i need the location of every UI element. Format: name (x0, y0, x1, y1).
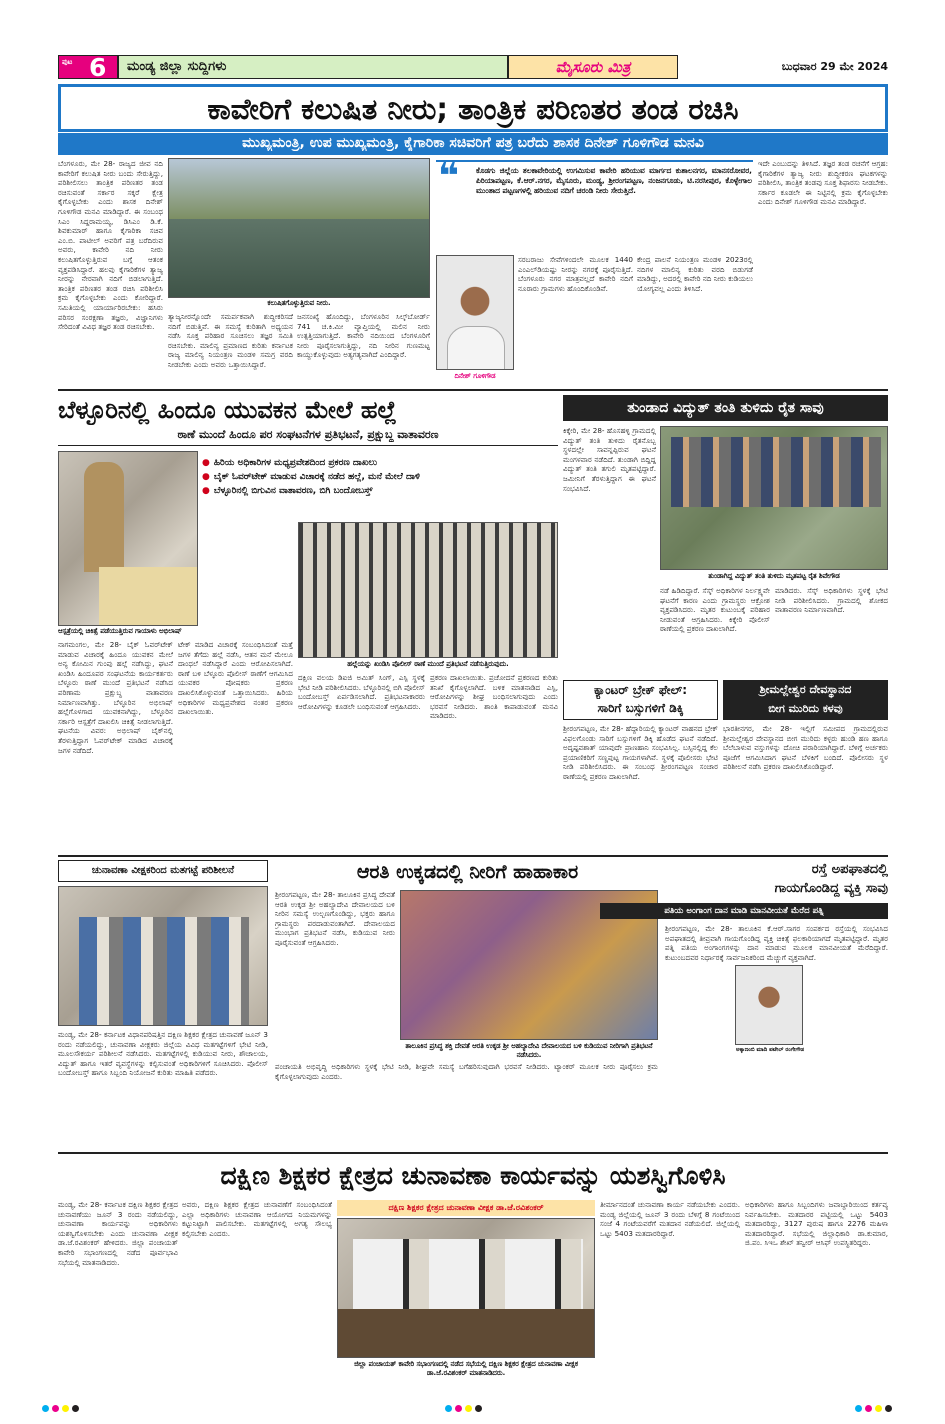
bellur-photo-hospital (58, 451, 198, 626)
registration-dot (52, 1405, 59, 1412)
lead-headline-box (58, 84, 888, 132)
bellur-caption-2: ಹಲ್ಲೆಯನ್ನು ಖಂಡಿಸಿ ಪೊಲೀಸ್ ಠಾಣೆ ಮುಂದೆ ಪ್ರತಿಭಟನೆ ನಡೆಸುತ್ತಿರುವುದು. (347, 660, 509, 668)
divider-mid (58, 855, 888, 857)
farmer-body-1: ಕಿಕ್ಕೇರಿ, ಮೇ 28- ಹೊಸಹಳ್ಳಿ ಗ್ರಾಮದಲ್ಲಿ ವಿದ್ಯುತ್ ತಂತಿ ತುಳಿದು ರೈತನೊಬ್ಬ ಸ್ಥಳದಲ್ಲೇ ಸಾವನ್ನಪ್ಪಿರುವ ಘಟನೆ ಮಂಗಳವಾರ ನಡೆದಿದೆ. ತುಂಡಾಗಿ ಬಿದ್ದಿದ್ದ ವಿದ್ಯುತ್ ತಂತಿ ತಗುಲಿ ಮೃತಪಟ್ಟಿದ್ದಾರೆ. ಜಮೀನಿಗೆ ತೆರಳುತ್ತಿದ್ದಾಗ ಈ ಘಟನೆ ಸಂಭವಿಸಿದೆ. (563, 426, 656, 493)
temple-headline-box (723, 680, 888, 720)
temple-headline-2: ಬೀಗ ಮುರಿದು ಕಳವು (768, 702, 843, 715)
lead-body-col4: ಸರಬರಾಜು ಸೇವೆಗಳಿಂದಲೇ ಮೂಲಕ 1440 ಎಂಎಲ್‌ಡಿಯಷ್ಟು ನೀರನ್ನು ನಗರಕ್ಕೆ ಪೂರೈಸುತ್ತಿದೆ. ಬೆಂಗಳೂರು ನಗರ ಮಾತ್ರವಲ್ಲದೆ ಕಾವೇರಿ ನದಿಗೆ ನೂರಾರು ಗ್ರಾಮಗಳು ಹೊಂದಿಕೊಂಡಿವೆ. (518, 255, 633, 293)
registration-dot (455, 1405, 462, 1412)
registration-dots-center (445, 1405, 482, 1412)
south-teachers-strap-bar (337, 1200, 595, 1216)
registration-dot (72, 1405, 79, 1412)
bellur-body-4: ಪ್ರಕರಣ ದಾಖಲಾಯಿತು. ಪ್ರಚೋದನೆ ಪ್ರಕರಣದ ಕುರಿತು ತನಿಖೆ ಕೈಗೊಳ್ಳಲಾಗಿದೆ. ಬಳಿಕ ಮಾತನಾಡಿದ ಎಸ್ಪಿ, ಆರೋಪಿಗಳನ್ನು ಶೀಘ್ರ ಬಂಧಿಸಲಾಗುವುದು ಎಂದು ಭರವಸೆ ನೀಡಿದರು. ಶಾಂತಿ ಕಾಪಾಡುವಂತೆ ಮನವಿ ಮಾಡಿದರು. (430, 673, 558, 721)
temple-headline-1: ಶ್ರೀಮಲ್ಲೇಶ್ವರ ದೇವಸ್ಥಾನದ (759, 683, 852, 696)
masthead: ಮೈಸೂರು ಮಿತ್ರ (555, 58, 631, 76)
page-number: 6 (89, 53, 107, 82)
registration-dot (42, 1405, 49, 1412)
south-teachers-body-3: ತೀರ್ಮಾನದಂತೆ ಚುನಾವಣಾ ಕಾರ್ಯ ನಡೆಯಬೇಕು ಎಂದರು. ಮಂಡ್ಯ ಜಿಲ್ಲೆಯಲ್ಲಿ ಜೂನ್ 3 ರಂದು ಬೆಳಿಗ್ಗೆ 8 ಗಂಟೆಯಿಂದ ಸಂಜೆ 4 ಗಂಟೆಯವರೆಗೆ ಮತದಾನ ನಡೆಯಲಿದೆ. ಜಿಲ್ಲೆಯಲ್ಲಿ ಒಟ್ಟು 5403 ಮತದಾರರಿದ್ದಾರೆ. (600, 1200, 740, 1238)
quote-mark-icon: ❝ (438, 156, 460, 197)
registration-dot (445, 1405, 452, 1412)
lead-subhead: ಮುಖ್ಯಮಂತ್ರಿ, ಉಪ ಮುಖ್ಯಮಂತ್ರಿ, ಕೈಗಾರಿಕಾ ಸಚಿವರಿಗೆ ಪತ್ರ ಬರೆದು ಶಾಸಕ ದಿನೇಶ್ ಗೂಳಿಗೌಡ ಮನವಿ (242, 135, 704, 151)
farmer-body-2: ನಡೆ ಹಿಡಿದಿದ್ದಾರೆ. ಸೆಸ್ಕ್ ಅಧಿಕಾರಿಗಳ ನಿರ್ಲಕ್ಷ್ಯವೇ ಘಟನೆಗೆ ಕಾರಣ ಎಂದು ಗ್ರಾಮಸ್ಥರು ಆಕ್ರೋಶ ವ್ಯಕ್ತಪಡಿಸಿದರು. ಮೃತರ ಕುಟುಂಬಕ್ಕೆ ಪರಿಹಾರ ನೀಡುವಂತೆ ಆಗ್ರಹಿಸಿದರು. ಕಿಕ್ಕೇರಿ ಪೊಲೀಸ್ ಠಾಣೆಯಲ್ಲಿ ಪ್ರಕರಣ ದಾಖಲಾಗಿದೆ. (660, 586, 770, 634)
accident-headline-box (665, 860, 888, 900)
registration-dot (62, 1405, 69, 1412)
bellur-bullet-2-text: ಬೈಕ್ ಓವರ್‌ಟೇಕ್ ಮಾಡುವ ವಿಚಾರಕ್ಕೆ ನಡೆದ ಹಲ್ಲೆ, ಮನೆ ಮೇಲೆ ದಾಳಿ (213, 472, 420, 482)
south-teachers-photo (337, 1218, 595, 1358)
bellur-subhead-box (58, 428, 558, 446)
lead-headline: ಕಾವೇರಿಗೆ ಕಲುಷಿತ ನೀರು; ತಾಂತ್ರಿಕ ಪರಿಣತರ ತಂಡ ರಚಿಸಿ (207, 92, 739, 126)
farmer-body-3: ಮಾಡಿದರು. ಸೆಸ್ಕ್ ಅಧಿಕಾರಿಗಳು ಸ್ಥಳಕ್ಕೆ ಭೇಟಿ ನೀಡಿ ಪರಿಶೀಲಿಸಿದರು. ಗ್ರಾಮದಲ್ಲಿ ಶೋಕದ ವಾತಾವರಣ ನಿರ್ಮಾಣವಾಗಿದೆ. (775, 586, 888, 615)
south-teachers-headline: ದಕ್ಷಿಣ ಶಿಕ್ಷಕರ ಕ್ಷೇತ್ರದ ಚುನಾವಣಾ ಕಾರ್ಯವನ್ನು ಯಶಸ್ವಿಗೊಳಿಸಿ (220, 1161, 726, 1190)
accident-strap-bar (600, 903, 888, 919)
divider-lower (58, 1152, 888, 1154)
bullet-dot-icon: ● (202, 486, 210, 496)
accident-body: ಶ್ರೀರಂಗಪಟ್ಟಣ, ಮೇ 28- ತಾಲೂಕಿನ ಕೆ.ಆರ್.ಸಾಗರ ಸಂಪರ್ಕದ ರಸ್ತೆಯಲ್ಲಿ ಸಂಭವಿಸಿದ ಅಪಘಾತದಲ್ಲಿ ತೀವ್ರವಾಗಿ ಗಾಯಗೊಂಡಿದ್ದ ವ್ಯಕ್ತಿ ಚಿಕಿತ್ಸೆ ಫಲಕಾರಿಯಾಗದೆ ಮೃತಪಟ್ಟಿದ್ದಾರೆ. ಮೃತರ ಪತ್ನಿ ಪತಿಯ ಅಂಗಾಂಗಗಳನ್ನು ದಾನ ಮಾಡುವ ಮೂಲಕ ಮಾನವೀಯತೆ ಮೆರೆದಿದ್ದಾರೆ. ಕುಟುಂಬದವರ ನಿರ್ಧಾರಕ್ಕೆ ಸಾರ್ವಜನಿಕರಿಂದ ಮೆಚ್ಚುಗೆ ವ್ಯಕ್ತವಾಗಿದೆ. (665, 924, 888, 962)
registration-dot (465, 1405, 472, 1412)
bellur-bullet-3 (202, 486, 557, 496)
registration-dots-left (42, 1405, 79, 1412)
canter-body: ಶ್ರೀರಂಗಪಟ್ಟಣ, ಮೇ 28- ಹೆದ್ದಾರಿಯಲ್ಲಿ ಕ್ಯಾಂಟರ್ ವಾಹನದ ಬ್ರೇಕ್ ವಿಫಲಗೊಂಡು ಸಾರಿಗೆ ಬಸ್ಸುಗಳಿಗೆ ಡಿಕ್ಕಿ ಹೊಡೆದ ಘಟನೆ ನಡೆದಿದೆ. ಅದೃಷ್ಟವಶಾತ್ ಯಾವುದೇ ಪ್ರಾಣಹಾನಿ ಸಂಭವಿಸಿಲ್ಲ. ಬಸ್ಸಿನಲ್ಲಿದ್ದ ಕೆಲ ಪ್ರಯಾಣಿಕರಿಗೆ ಸಣ್ಣಪುಟ್ಟ ಗಾಯಗಳಾಗಿವೆ. ಸ್ಥಳಕ್ಕೆ ಪೊಲೀಸರು ಭೇಟಿ ನೀಡಿ ಪರಿಶೀಲಿಸಿದರು. ಈ ಸಂಬಂಧ ಶ್ರೀರಂಗಪಟ್ಟಣ ಸಂಚಾರ ಠಾಣೆಯಲ್ಲಿ ಪ್ರಕರಣ ದಾಖಲಾಗಿದೆ. (563, 724, 718, 781)
bellur-body-2: ಟೇಕ್ ಮಾಡಿದ ವಿಚಾರಕ್ಕೆ ಸಂಬಂಧಿಸಿದಂತೆ ಮತ್ತೆ ಜಗಳ ತೆಗೆದು ಹಲ್ಲೆ ನಡೆಸಿ, ಆತನ ಮನೆ ಮೇಲೂ ದಾಂಧಲೆ ನಡೆಸಿದ್ದಾರೆ ಎಂದು ಆರೋಪಿಸಲಾಗಿದೆ. ಠಾಣೆ ಬಳಿ ಬೆಳ್ಳೂರು ಪೊಲೀಸ್ ಠಾಣೆಗೆ ಆಗಮಿಸಿದ ಯುವಕರ ಪೋಷಕರು ಪ್ರಕರಣ ದಾಖಲಿಸಿಕೊಳ್ಳುವಂತೆ ಒತ್ತಾಯಿಸಿದರು. ಹಿರಿಯ ಅಧಿಕಾರಿಗಳ ಮಧ್ಯಪ್ರವೇಶದ ನಂತರ ಪ್ರಕರಣ ದಾಖಲಾಯಿತು. (178, 640, 293, 717)
issue-date: ಬುಧವಾರ 29 ಮೇ 2024 (781, 60, 888, 73)
bellur-body-1: ನಾಗಮಂಗಲ, ಮೇ 28- ಬೈಕ್ ಓವರ್‌ಟೇಕ್ ಮಾಡುವ ವಿಚಾರಕ್ಕೆ ಹಿಂದೂ ಯುವಕನ ಮೇಲೆ ಅನ್ಯ ಕೋಮಿನ ಗುಂಪು ಹಲ್ಲೆ ನಡೆಸಿದ್ದು, ಘಟನೆ ಖಂಡಿಸಿ ಹಿಂದೂಪರ ಸಂಘಟನೆಯ ಕಾರ್ಯಕರ್ತರು ಬೆಳ್ಳೂರು ಠಾಣೆ ಮುಂದೆ ಪ್ರತಿಭಟನೆ ನಡೆಸಿದ ಪರಿಣಾಮ ಪ್ರಕ್ಷುಬ್ಧ ವಾತಾವರಣ ನಿರ್ಮಾಣವಾಗಿತ್ತು. ಬೆಳ್ಳೂರಿನ ಅಭಿಲಾಷ್ ಹಲ್ಲೆಗೊಳಗಾದ ಯುವಕನಾಗಿದ್ದು, ಬೆಳ್ಳೂರಿನ ಸರ್ಕಾರಿ ಆಸ್ಪತ್ರೆಗೆ ದಾಖಲಿಸಿ ಚಿಕಿತ್ಸೆ ನೀಡಲಾಗುತ್ತಿದೆ. ಘಟನೆಯ ವಿವರ: ಅಭಿಲಾಷ್ ಬೈಕ್‌ನಲ್ಲಿ ತೆರಳುತ್ತಿದ್ದಾಗ ಓವರ್‌ಟೇಕ್ ಮಾಡಿದ ವಿಚಾರಕ್ಕೆ ಜಗಳ ನಡೆದಿದೆ. (58, 640, 173, 755)
south-teachers-body-4: ಅಧಿಕಾರಿಗಳು ಹಾಗೂ ಸಿಬ್ಬಂದಿಗಳು ಜವಾಬ್ದಾರಿಯಿಂದ ಕರ್ತವ್ಯ ನಿರ್ವಹಿಸಬೇಕು. ಮತದಾರರ ಪಟ್ಟಿಯಲ್ಲಿ ಒಟ್ಟು 5403 ಮತದಾರರಿದ್ದು, 3127 ಪುರುಷ ಹಾಗೂ 2276 ಮಹಿಳಾ ಮತದಾರರಿದ್ದಾರೆ. ಸಭೆಯಲ್ಲಿ ಜಿಲ್ಲಾಧಿಕಾರಿ ಡಾ.ಕುಮಾರ, ಜಿ.ಪಂ. ಸಿಇಒ ಶೇಖ್ ತನ್ವೀರ್ ಆಸಿಫ್ ಉಪಸ್ಥಿತರಿದ್ದರು. (745, 1200, 888, 1248)
police-officer (84, 462, 124, 572)
election-check-headline-box (58, 860, 268, 882)
farmer-headline: ತುಂಡಾದ ವಿದ್ಯುತ್ ತಂತಿ ತುಳಿದು ರೈತ ಸಾವು (627, 400, 824, 416)
bullet-dot-icon: ● (202, 472, 210, 482)
registration-dot (855, 1405, 862, 1412)
registration-dot (475, 1405, 482, 1412)
meeting-officials (353, 1239, 583, 1309)
masthead-box (508, 55, 678, 79)
bellur-bullet-1 (202, 458, 557, 468)
lead-body-col3: ಜನಸಂಖ್ಯೆ ಹೊಂದಿದ್ದು, ಬೆಂಗಳೂರಿನ ಸಿಲ್ಕ್‌ಬೋರ್ಡ್ 741 ಚ.ಕಿ.ಮೀ ವ್ಯಾಪ್ತಿಯಲ್ಲಿ ಮಲಿನ ನೀರು ಉತ್ಪತ್ತಿಯಾಗುತ್ತಿದೆ. ಕಾವೇರಿ ನದಿಯಿಂದ ಬೆಂಗಳೂರಿಗೆ ನೀರು ಪೂರೈಸಲಾಗುತ್ತಿದ್ದು, ನದಿ ನೀರಿನ ಗುಣಮಟ್ಟ ಕಾಯ್ದುಕೊಳ್ಳುವುದು ಅತ್ಯಗತ್ಯವಾಗಿದೆ ಎಂದಿದ್ದಾರೆ. (297, 312, 430, 360)
temple-body: ಭಾರತೀನಗರ, ಮೇ 28- ಇಲ್ಲಿಗೆ ಸಮೀಪದ ಗ್ರಾಮದಲ್ಲಿರುವ ಶ್ರೀಮಲ್ಲೇಶ್ವರ ದೇವಸ್ಥಾನದ ಬೀಗ ಮುರಿದು ಕಳ್ಳರು ಹುಂಡಿ ಹಣ ಹಾಗೂ ಬೆಲೆಬಾಳುವ ವಸ್ತುಗಳನ್ನು ದೋಚಿ ಪರಾರಿಯಾಗಿದ್ದಾರೆ. ಬೆಳಿಗ್ಗೆ ಅರ್ಚಕರು ಪೂಜೆಗೆ ಆಗಮಿಸಿದಾಗ ಘಟನೆ ಬೆಳಕಿಗೆ ಬಂದಿದೆ. ಪೊಲೀಸರು ಸ್ಥಳ ಪರಿಶೀಲನೆ ನಡೆಸಿ ಪ್ರಕರಣ ದಾಖಲಿಸಿಕೊಂಡಿದ್ದಾರೆ. (723, 724, 888, 772)
registration-dots-right (855, 1405, 892, 1412)
south-teachers-body-1: ಮಂಡ್ಯ, ಮೇ 28- ಕರ್ನಾಟಕ ದಕ್ಷಿಣ ಶಿಕ್ಷಕರ ಕ್ಷೇತ್ರದ ಚುನಾವಣೆಯು ಜೂನ್ 3 ರಂದು ನಡೆಯಲಿದ್ದು, ಚುನಾವಣಾ ಕಾರ್ಯವನ್ನು ಅಧಿಕಾರಿಗಳು ಯಶಸ್ವಿಗೊಳಿಸಬೇಕು ಎಂದು ಚುನಾವಣಾ ವೀಕ್ಷಕ ಡಾ.ಜೆ.ರವಿಶಂಕರ್ ಹೇಳಿದರು. ಜಿಲ್ಲಾ ಪಂಚಾಯತ್ ಕಾವೇರಿ ಸಭಾಂಗಣದಲ್ಲಿ ನಡೆದ ಪೂರ್ವಭಾವಿ ಸಭೆಯಲ್ಲಿ ಮಾತನಾಡಿದರು. (58, 1200, 178, 1267)
south-teachers-body-2: ಅವರು, ದಕ್ಷಿಣ ಶಿಕ್ಷಕರ ಕ್ಷೇತ್ರದ ಚುನಾವಣೆಗೆ ಸಂಬಂಧಿಸಿದಂತೆ ಎಲ್ಲಾ ಅಧಿಕಾರಿಗಳು ಚುನಾವಣಾ ಆಯೋಗದ ನಿಯಮಗಳನ್ನು ಕಟ್ಟುನಿಟ್ಟಾಗಿ ಪಾಲಿಸಬೇಕು. ಮತಗಟ್ಟೆಗಳಲ್ಲಿ ಅಗತ್ಯ ಸೌಲಭ್ಯ ಕಲ್ಪಿಸಬೇಕು ಎಂದರು. (182, 1200, 332, 1238)
south-teachers-strap: ದಕ್ಷಿಣ ಶಿಕ್ಷಕರ ಕ್ಷೇತ್ರದ ಚುನಾವಣಾ ವೀಕ್ಷಕ ಡಾ.ಜೆ.ರವಿಶಂಕರ್ (388, 1203, 544, 1212)
bellur-bullet-2 (202, 472, 557, 482)
section-tab (118, 55, 508, 79)
lead-body-col5: ಕೇಂದ್ರ ಪಾಲನೆ ನಿಯಂತ್ರಣ ಮಂಡಳಿ 2023ರಲ್ಲಿ ನದಿಗಳ ಮಾಲಿನ್ಯ ಕುರಿತು ವರದಿ ಬಿಡುಗಡೆ ಮಾಡಿದ್ದು, ಅದರಲ್ಲಿ ಕಾವೇರಿ ನದಿ ನೀರು ಕುಡಿಯಲು ಯೋಗ್ಯವಲ್ಲ ಎಂದು ತಿಳಿಸಿದೆ. (637, 255, 753, 293)
bellur-bullet-1-text: ಹಿರಿಯ ಅಧಿಕಾರಿಗಳ ಮಧ್ಯಪ್ರವೇಶದಿಂದ ಪ್ರಕರಣ ದಾಖಲು (213, 458, 378, 468)
accident-headline-2: ಗಾಯಗೊಂಡಿದ್ದ ವ್ಯಕ್ತಿ ಸಾವು (774, 881, 888, 896)
registration-dot (885, 1405, 892, 1412)
lead-body-col1: ಬೆಂಗಳೂರು, ಮೇ 28- ರಾಜ್ಯದ ಜೀವ ನದಿ ಕಾವೇರಿಗೆ ಕಲುಷಿತ ನೀರು ಬಂದು ಸೇರುತ್ತಿದ್ದು, ಪರಿಶೀಲಿಸಲು ತಾಂತ್ರಿಕ ಪರಿಣತರ ತಂಡ ರಚಿಸುವಂತೆ ಸರ್ಕಾರ ಸಕ್ಕರೆ ಕ್ಷೇತ್ರ ಕೈಗೊಳ್ಳಬೇಕು ಎಂದು ಶಾಸಕ ದಿನೇಶ್ ಗೂಳಿಗೌಡ ಮನವಿ ಮಾಡಿದ್ದಾರೆ. ಈ ಸಂಬಂಧ ಸಿಎಂ ಸಿದ್ದರಾಮಯ್ಯ, ಡಿಸಿಎಂ ಡಿ.ಕೆ. ಶಿವಕುಮಾರ್ ಹಾಗೂ ಕೈಗಾರಿಕಾ ಸಚಿವ ಎಂ.ಬಿ. ಪಾಟೀಲ್ ಅವರಿಗೆ ಪತ್ರ ಬರೆದಿರುವ ಅವರು, ಕಾವೇರಿ ನದಿ ನೀರು ಕಲುಷಿತಗೊಳ್ಳುತ್ತಿರುವ ಬಗ್ಗೆ ಆತಂಕ ವ್ಯಕ್ತಪಡಿಸಿದ್ದಾರೆ. ಹಲವು ಕೈಗಾರಿಕೆಗಳ ತ್ಯಾಜ್ಯ ನೀರನ್ನು ನೇರವಾಗಿ ನದಿಗೆ ಬಿಡಲಾಗುತ್ತಿದೆ. ತಾಂತ್ರಿಕ ಪರಿಣತರ ತಂಡ ರಚಿಸಿ ಪರಿಶೀಲಿಸಿ ಕ್ರಮ ಕೈಗೊಳ್ಳಬೇಕು ಎಂದು ಕೋರಿದ್ದಾರೆ. ಸಮಿತಿಯಲ್ಲಿ ಯಾರ್ಯಾರಿರಬೇಕು: ಹಸಿರು ಪರಿಸರ ಸಂರಕ್ಷಣಾ ತಜ್ಞರು, ವಿಜ್ಞಾನಿಗಳು ಸೇರಿದಂತೆ ವಿವಿಧ ತಜ್ಞರ ತಂಡ ರಚಿಸಬೇಕು. (58, 159, 163, 332)
registration-dot (875, 1405, 882, 1412)
election-check-headline: ಚುನಾವಣಾ ವೀಕ್ಷಕರಿಂದ ಮತಗಟ್ಟೆ ಪರಿಶೀಲನೆ (91, 865, 235, 876)
bellur-subhead: ಠಾಣೆ ಮುಂದೆ ಹಿಂದೂ ಪರ ಸಂಘಟನೆಗಳ ಪ್ರತಿಭಟನೆ, ಪ್ರಕ್ಷುಬ್ಧ ವಾತಾವರಣ (177, 428, 439, 441)
farmer-headline-bar (563, 395, 888, 421)
lead-quote-box (436, 156, 753, 250)
lead-photo-portrait (436, 255, 514, 370)
election-check-body: ಮಂಡ್ಯ, ಮೇ 28- ಕರ್ನಾಟಕ ವಿಧಾನಪರಿಷತ್ತಿನ ದಕ್ಷಿಣ ಶಿಕ್ಷಕರ ಕ್ಷೇತ್ರದ ಚುನಾವಣೆ ಜೂನ್ 3 ರಂದು ನಡೆಯಲಿದ್ದು, ಚುನಾವಣಾ ವೀಕ್ಷಕರು ಜಿಲ್ಲೆಯ ವಿವಿಧ ಮತಗಟ್ಟೆಗಳಿಗೆ ಭೇಟಿ ನೀಡಿ, ಮೂಲಸೌಕರ್ಯ ಪರಿಶೀಲನೆ ನಡೆಸಿದರು. ಮತಗಟ್ಟೆಗಳಲ್ಲಿ ಕುಡಿಯುವ ನೀರು, ಶೌಚಾಲಯ, ವಿದ್ಯುತ್ ಹಾಗೂ ಇತರೆ ವ್ಯವಸ್ಥೆಗಳನ್ನು ಕಲ್ಪಿಸುವಂತೆ ಅಧಿಕಾರಿಗಳಿಗೆ ಸೂಚಿಸಿದರು. ಪೊಲೀಸ್ ಬಂದೋಬಸ್ತ್ ಹಾಗೂ ಸಿಬ್ಬಂದಿ ನಿಯೋಜನೆ ಕುರಿತು ಮಾಹಿತಿ ಪಡೆದರು. (58, 1030, 268, 1078)
bellur-bullet-3-text: ಬೆಳ್ಳೂರಿನಲ್ಲಿ ಬಿಗುವಿನ ವಾತಾವರಣ, ಬಿಗಿ ಬಂದೋಬಸ್ತ್ (213, 486, 373, 496)
page-label: ಪುಟ (62, 58, 73, 66)
lead-subhead-bar (58, 133, 888, 155)
lead-body-col2: ತ್ಯಾಜ್ಯನೀರನ್ನೊಂದೇ ಸಮರ್ಪಕವಾಗಿ ಶುದ್ಧೀಕರಿಸದೆ ನದಿಗೆ ಬಿಡುತ್ತಿವೆ. ಈ ಸಮಸ್ಯೆ ಕುರಿತಾಗಿ ಅಧ್ಯಯನ ನಡೆಸಿ ಸೂಕ್ತ ಪರಿಹಾರ ಸೂಚಿಸಲು ತಜ್ಞರ ಸಮಿತಿ ರಚಿಸಬೇಕು. ಮಾಲಿನ್ಯ ಪ್ರಮಾಣದ ಕುರಿತು ಕರ್ನಾಟಕ ರಾಜ್ಯ ಮಾಲಿನ್ಯ ನಿಯಂತ್ರಣ ಮಂಡಳಿ ಸಮಗ್ರ ವರದಿ ನೀಡಬೇಕು ಎಂದು ಅವರು ಒತ್ತಾಯಿಸಿದ್ದಾರೆ. (168, 312, 293, 369)
arathi-body-2: ಪಂಚಾಯತಿ ಅಭಿವೃದ್ಧಿ ಅಧಿಕಾರಿಗಳು ಸ್ಥಳಕ್ಕೆ ಭೇಟಿ ನೀಡಿ, ಶೀಘ್ರವೇ ಸಮಸ್ಯೆ ಬಗೆಹರಿಸುವುದಾಗಿ ಭರವಸೆ ನೀಡಿದರು. ಟ್ಯಾಂಕರ್ ಮೂಲಕ ನೀರು ಪೂರೈಸಲು ಕ್ರಮ ಕೈಗೊಳ್ಳಲಾಗುವುದು ಎಂದರು. (275, 1062, 658, 1081)
divider-lead (58, 389, 888, 391)
river-bank (169, 159, 430, 219)
accident-strap: ಪತಿಯ ಅಂಗಾಂಗ ದಾನ ಮಾಡಿ ಮಾನವೀಯತೆ ಮೆರೆದ ಪತ್ನಿ (664, 906, 824, 916)
bellur-body-3: ದಕ್ಷಿಣ ವಲಯ ಡಿಐಜಿ ಅಮಿತ್ ಸಿಂಗ್, ಎಸ್ಪಿ ಸ್ಥಳಕ್ಕೆ ಭೇಟಿ ನೀಡಿ ಪರಿಶೀಲಿಸಿದರು. ಬೆಳ್ಳೂರಿನಲ್ಲಿ ಬಿಗಿ ಪೊಲೀಸ್ ಬಂದೋಬಸ್ತ್ ಏರ್ಪಡಿಸಲಾಗಿದೆ. ಪ್ರತಿಭಟನಾಕಾರರು ಆರೋಪಿಗಳನ್ನು ಕೂಡಲೇ ಬಂಧಿಸುವಂತೆ ಆಗ್ರಹಿಸಿದರು. (298, 673, 425, 711)
officials-group (79, 917, 249, 1026)
meeting-table (338, 1309, 595, 1358)
portrait-shirt (447, 326, 505, 370)
bellur-caption-1: ಆಸ್ಪತ್ರೆಯಲ್ಲಿ ಚಿಕಿತ್ಸೆ ಪಡೆಯುತ್ತಿರುವ ಗಾಯಾಳು ಅಭಿಲಾಷ್ (58, 627, 182, 635)
canter-headline-box (563, 680, 718, 720)
accident-photo-name: ಅಕ್ಕಾಣಂಬಿ ಮಾದಿ ಪಟೇಲ್ ರಂಗೇಗೌಡ (736, 1047, 804, 1053)
hospital-bed (99, 567, 198, 626)
canter-headline-1: ಕ್ಯಾಂಟರ್ ಬ್ರೇಕ್ ಫೇಲ್: (593, 683, 688, 697)
bellur-headline: ಬೆಳ್ಳೂರಿನಲ್ಲಿ ಹಿಂದೂ ಯುವಕನ ಮೇಲೆ ಹಲ್ಲೆ (58, 396, 397, 424)
south-teachers-caption: ಜಿಲ್ಲಾ ಪಂಚಾಯತ್ ಕಾವೇರಿ ಸಭಾಂಗಣದಲ್ಲಿ ನಡೆದ ಸಭೆಯಲ್ಲಿ ದಕ್ಷಿಣ ಶಿಕ್ಷಕರ ಕ್ಷೇತ್ರದ ಚುನಾವಣಾ ವೀಕ್ಷಕ ಡಾ.ಜೆ.ರವಿಶಂಕರ್ ಮಾತನಾಡಿದರು. (354, 1360, 578, 1377)
farmer-photo (660, 426, 888, 570)
arathi-caption: ತಾಲೂಕಿನ ಪ್ರಸಿದ್ಧ ಶಕ್ತಿ ದೇವತೆ ಆರತಿ ಉಕ್ಕಡ ಶ್ರೀ ಅಹಲ್ಯಾದೇವಿ ದೇವಾಲಯದ ಬಳಿ ಕುಡಿಯುವ ನೀರಿಗಾಗಿ ಪ್ರತಿಭಟನೆ ನಡೆಸಿದರು. (405, 1042, 653, 1059)
lead-photo-river (168, 158, 430, 298)
page-badge (58, 53, 118, 82)
arathi-headline: ಆರತಿ ಉಕ್ಕಡದಲ್ಲಿ ನೀರಿಗೆ ಹಾಹಾಕಾರ (356, 861, 579, 883)
arathi-body-1: ಶ್ರೀರಂಗಪಟ್ಟಣ, ಮೇ 28- ತಾಲೂಕಿನ ಪ್ರಸಿದ್ಧ ದೇವತೆ ಆರತಿ ಉಕ್ಕಡ ಶ್ರೀ ಅಹಲ್ಯಾದೇವಿ ದೇವಾಲಯದ ಬಳಿ ನೀರಿನ ಸಮಸ್ಯೆ ಉಲ್ಬಣಗೊಂಡಿದ್ದು, ಭಕ್ತರು ಹಾಗೂ ಗ್ರಾಮಸ್ಥರು ಪರದಾಡುವಂತಾಗಿದೆ. ದೇವಾಲಯದ ಮುಂಭಾಗ ಪ್ರತಿಭಟನೆ ನಡೆಸಿ, ಕುಡಿಯುವ ನೀರು ಪೂರೈಸುವಂತೆ ಆಗ್ರಹಿಸಿದರು. (275, 890, 395, 947)
bellur-bullets (202, 458, 557, 520)
header-bar (58, 53, 888, 82)
bullet-dot-icon: ● (202, 458, 210, 468)
crowd-people (671, 437, 881, 507)
registration-dot (865, 1405, 872, 1412)
canter-headline-2: ಸಾರಿಗೆ ಬಸ್ಸುಗಳಿಗೆ ಡಿಕ್ಕಿ (597, 701, 684, 715)
bellur-photo-protest (298, 522, 558, 658)
accident-headline-1: ರಸ್ತೆ ಅಪಘಾತದಲ್ಲಿ (811, 862, 888, 877)
section-title: ಮಂಡ್ಯ ಜಿಲ್ಲಾ ಸುದ್ದಿಗಳು (127, 59, 227, 74)
election-check-photo (58, 886, 268, 1026)
lead-body-col6: ಇದೇ ಎಂಬುದನ್ನು ತಿಳಿಸಿದೆ. ತಜ್ಞರ ತಂಡ ರಚನೆಗೆ ಆಗ್ರಹ: ಕೈಗಾರಿಕೆಗಳ ತ್ಯಾಜ್ಯ ನೀರು ಶುದ್ಧೀಕರಣ ಘಟಕಗಳನ್ನು ಪರಿಶೀಲಿಸಿ, ತಾಂತ್ರಿಕ ತಂಡವು ಸೂಕ್ತ ಶಿಫಾರಸು ನೀಡಬೇಕು. ಸರ್ಕಾರ ಕೂಡಲೇ ಈ ನಿಟ್ಟಿನಲ್ಲಿ ಕ್ರಮ ಕೈಗೊಳ್ಳಬೇಕು ಎಂದು ದಿನೇಶ್ ಗೂಳಿಗೌಡ ಮನವಿ ಮಾಡಿದ್ದಾರೆ. (758, 159, 888, 207)
river-water (169, 219, 430, 298)
portrait-name: ದಿನೇಶ್ ಗೂಳಿಗೌಡ (454, 372, 496, 380)
lead-quote: ಕೊಡಗು ಜಿಲ್ಲೆಯ ತಲಕಾವೇರಿಯಲ್ಲಿ ಉಗಮಿಸುವ ಕಾವೇರಿ ಹರಿಯುವ ಮಾರ್ಗದ ಕುಶಾಲನಗರ, ಮಾನಸರೋವರ, ಪಿರಿಯಾಪಟ್ಟಣ, ಕೆ.ಆರ್.ನಗರ, ಮೈಸೂರು, ಮಂಡ್ಯ, ಶ್ರೀರಂಗಪಟ್ಟಣ, ನಂಜನಗೂಡು, ಟಿ.ನರಸೀಪುರ, ಕೊಳ್ಳೇಗಾಲ ಮುಂತಾದ ಪಟ್ಟಣಗಳಲ್ಲಿ ಹರಿಯುವ ನದಿಗೆ ಚರಂಡಿ ನೀರು ಸೇರುತ್ತಿದೆ. (476, 166, 752, 195)
lead-photo-caption: ಕಲುಷಿತಗೊಳ್ಳುತ್ತಿರುವ ನೀರು. (267, 299, 331, 307)
farmer-caption: ತುಂಡಾಗಿದ್ದ ವಿದ್ಯುತ್ ತಂತಿ ತುಳಿದು ಮೃತಪಟ್ಟ ರೈತ ಶಿವೇಗೌಡ (708, 572, 840, 580)
